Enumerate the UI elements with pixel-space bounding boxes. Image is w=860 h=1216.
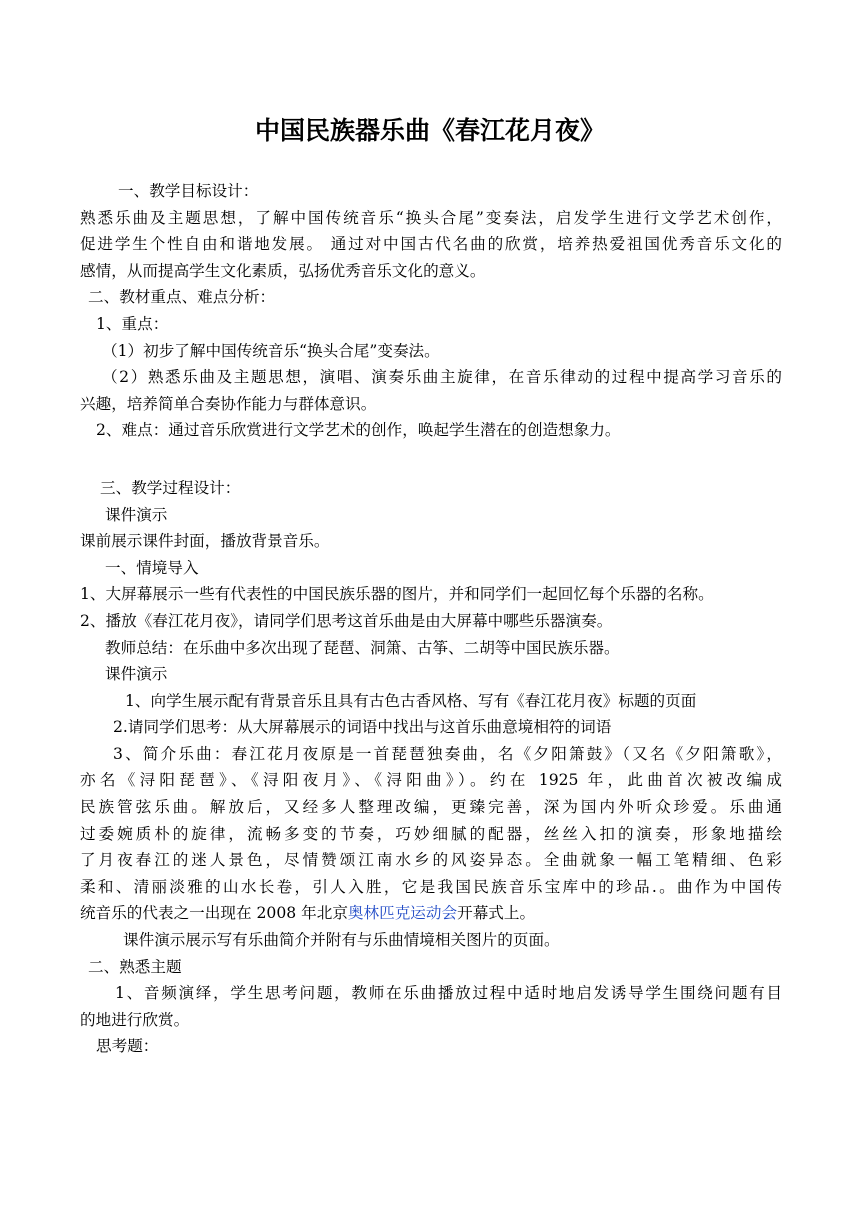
paragraph-line: 课前展示课件封面，播放背景音乐。 [80,532,330,551]
paragraph-line: 促进学生个性自由和谐地发展。 通过对中国古代名曲的欣赏，培养热爱祖国优秀音乐文化的 [80,235,782,254]
paragraph-line: 教师总结：在乐曲中多次出现了琵琶、洞箫、古筝、二胡等中国民族乐器。 [105,638,620,657]
list-item: 2、播放《春江花月夜》，请同学们思考这首乐曲是由大屏幕中哪些乐器演奏。 [80,611,613,630]
paragraph-line: 柔和、清丽淡雅的山水长卷，引人入胜，它是我国民族音乐宝库中的珍品.。曲作为中国传 [80,877,782,896]
paragraph-line: 的地进行欣赏。 [80,1010,190,1029]
subheading-introduction: 一、情境导入 [105,558,199,577]
paragraph-line: 课件演示 [105,665,168,684]
paragraph-line: 课件演示展示写有乐曲简介并附有与乐曲情境相关图片的页面。 [123,931,560,950]
paragraph-line: 兴趣，培养简单合奏协作能力与群体意识。 [80,394,377,413]
paragraph-line: 民族管弦乐曲。解放后，又经多人整理改编，更臻完善，深为国内外听众珍爱。乐曲通 [80,798,782,817]
subheading-key-point: 1、重点： [96,314,169,333]
paragraph-line [80,900,782,927]
document-body [80,178,782,1060]
document-title: 中国民族器乐曲《春江花月夜》 [254,116,605,145]
paragraph-line: 熟悉乐曲及主题思想，了解中国传统音乐“换头合尾”变奏法，启发学生进行文学艺术创作， [80,208,782,227]
list-item: 2.请同学们思考：从大屏幕展示的词语中找出与这首乐曲意境相符的词语 [113,718,612,737]
subheading-difficulty: 2、难点：通过音乐欣赏进行文学艺术的创作，唤起学生潜在的创造想象力。 [96,421,621,440]
olympics-link[interactable]: 奥林匹克运动会 [347,904,458,923]
section-heading-process: 三、教学过程设计： [100,478,241,497]
list-item: （1）初步了解中国传统音乐“换头合尾”变奏法。 [102,341,440,360]
paragraph-line: 课件演示 [105,505,168,524]
list-item: （2）熟悉乐曲及主题思想，演唱、演奏乐曲主旋律，在音乐律动的过程中提高学习音乐的 [102,368,782,387]
list-item: 1、大屏幕展示一些有代表性的中国民族乐器的图片，并和同学们一起回忆每个乐器的名称。 [80,585,714,604]
section-heading-theme: 二、熟悉主题 [88,957,182,976]
subheading-questions: 思考题： [96,1037,159,1056]
list-item: 1、音频演绎，学生思考问题，教师在乐曲播放过程中适时地启发诱导学生围绕问题有目 [115,984,782,1003]
paragraph-line: 了月夜春江的迷人景色，尽情赞颂江南水乡的风姿异态。全曲就象一幅工笔精细、色彩 [80,851,782,870]
text-segment: 统音乐的代表之一出现在 2008 年北京 [80,904,348,923]
paragraph-line: 亦名《浔阳琵琶》、《浔阳夜月》、《浔阳曲》）。约在 1925 年，此曲首次被改编成 [80,771,782,790]
paragraph-line: 过委婉质朴的旋律，流畅多变的节奏，巧妙细腻的配器，丝丝入扣的演奏，形象地描绘 [80,824,782,843]
section-heading-key-points: 二、教材重点、难点分析： [88,288,276,307]
paragraph-line: 感情，从而提高学生文化素质，弘扬优秀音乐文化的意义。 [80,261,486,280]
text-segment: 开幕式上。 [457,904,536,923]
list-item: 1、向学生展示配有背景音乐且具有古色古香风格、写有《春江花月夜》标题的页面 [125,691,697,710]
section-heading-objectives: 一、教学目标设计： [118,182,259,200]
list-item: 3、简介乐曲：春江花月夜原是一首琵琶独奏曲，名《夕阳箫鼓》（又名《夕阳箫歌》， [113,744,782,763]
blank-line [80,444,782,475]
